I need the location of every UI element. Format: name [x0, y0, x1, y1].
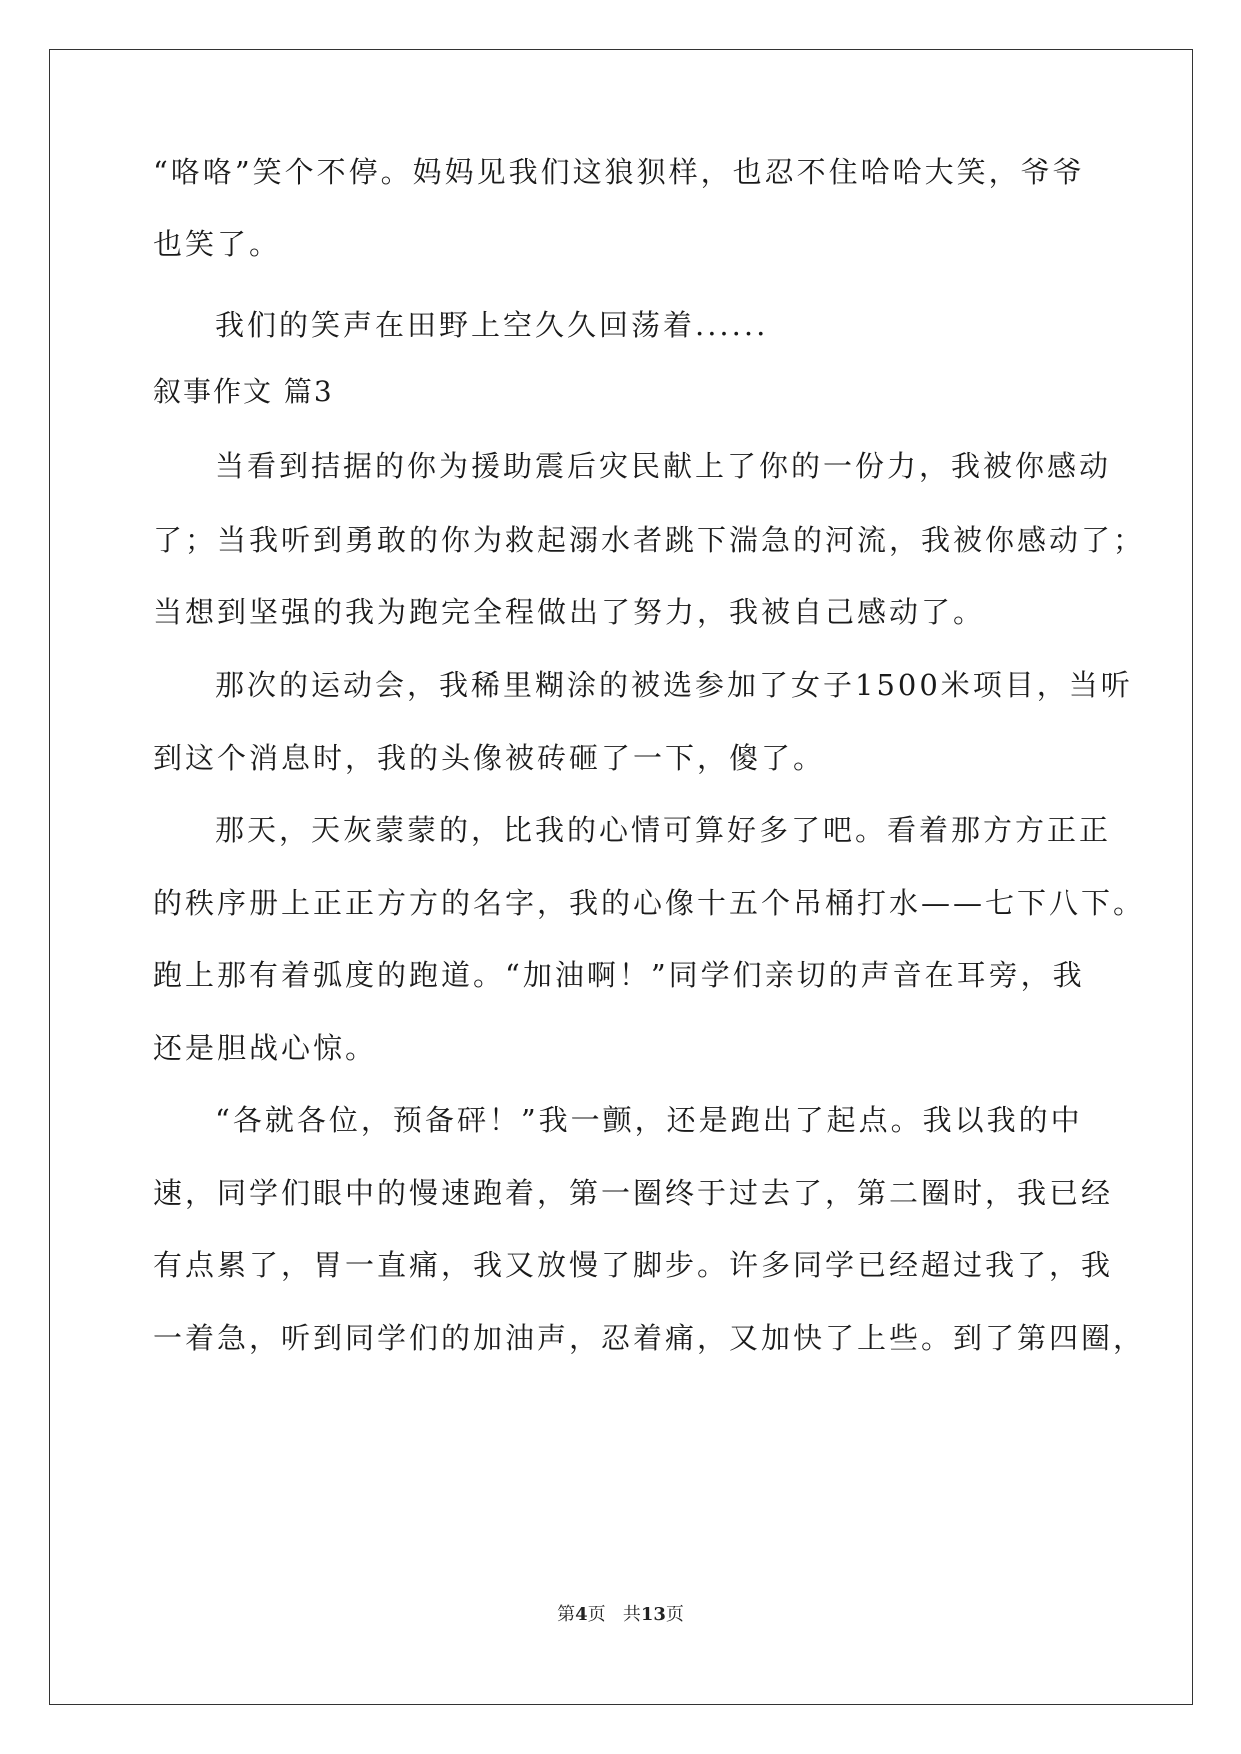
paragraph-line: 当想到坚强的我为跑完全程做出了努力，我被自己感动了。: [153, 595, 986, 629]
total-pages: 13: [640, 1604, 666, 1625]
paragraph-line: 到这个消息时，我的头像被砖砸了一下，傻了。: [153, 741, 826, 775]
section-heading: 叙事作文 篇3: [153, 375, 334, 408]
paragraph-line: 那天，天灰蒙蒙的，比我的心情可算好多了吧。看着那方方正正: [215, 813, 1112, 847]
paragraph-line: 也笑了。: [153, 227, 282, 261]
page-suffix: 页: [587, 1604, 606, 1625]
paragraph-line: 当看到拮据的你为援助震后灾民献上了你的一份力，我被你感动: [215, 449, 1112, 483]
paragraph-line: 一着急，听到同学们的加油声，忍着痛，又加快了上些。到了第四圈，: [153, 1321, 1146, 1355]
page-border: [49, 49, 1193, 1705]
paragraph-line: 跑上那有着弧度的跑道。“加油啊！”同学们亲切的声音在耳旁，我: [153, 958, 1085, 992]
total-suffix: 页: [665, 1604, 684, 1625]
page-number: 4: [575, 1604, 588, 1625]
paragraph-line: 我们的笑声在田野上空久久回荡着......: [215, 308, 769, 342]
total-prefix: 共: [622, 1604, 641, 1625]
paragraph-line: 的秩序册上正正方方的名字，我的心像十五个吊桶打水——七下八下。: [153, 886, 1146, 920]
paragraph-line: 还是胆战心惊。: [153, 1031, 378, 1065]
paragraph-line: 那次的运动会，我稀里糊涂的被选参加了女子1500米项目，当听: [215, 668, 1133, 702]
paragraph-line: “各就各位，预备砰！”我一颤，还是跑出了起点。我以我的中: [215, 1103, 1083, 1137]
paragraph-line: 了；当我听到勇敢的你为救起溺水者跳下湍急的河流，我被你感动了；: [153, 523, 1146, 557]
page-prefix: 第: [557, 1604, 576, 1625]
paragraph-line: 有点累了，胃一直痛，我又放慢了脚步。许多同学已经超过我了，我: [153, 1248, 1114, 1282]
paragraph-line: “咯咯”笑个不停。妈妈见我们这狼狈样，也忍不住哈哈大笑，爷爷: [153, 155, 1085, 189]
page-footer: [0, 1603, 1241, 1627]
paragraph-line: 速，同学们眼中的慢速跑着，第一圈终于过去了，第二圈时，我已经: [153, 1176, 1114, 1210]
